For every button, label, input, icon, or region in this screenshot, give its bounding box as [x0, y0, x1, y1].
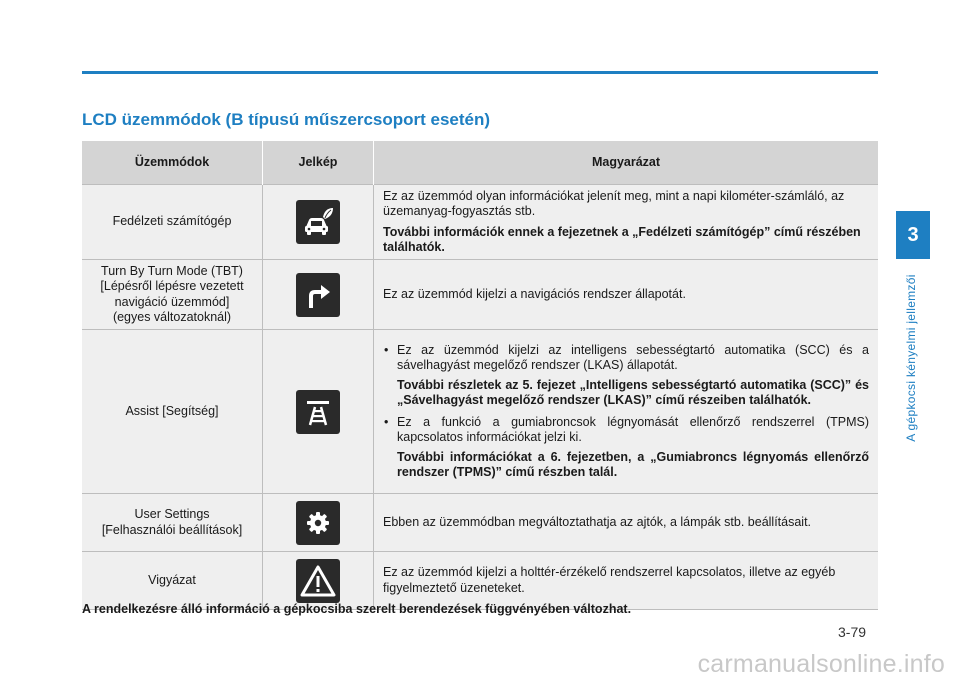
- description-text: Ez az üzemmód kijelzi a navigációs rendszer állapotát.: [383, 286, 686, 301]
- mode-cell: [82, 552, 263, 610]
- table-header-row: [82, 141, 878, 185]
- mode-cell: [82, 185, 263, 260]
- mode-label-translation: [Felhasználói beállítások]: [101, 522, 243, 537]
- description-cell: [374, 260, 879, 330]
- description-cell: [374, 494, 879, 552]
- icon-cell: [263, 260, 374, 330]
- gear-icon: [296, 501, 340, 545]
- description-text: Ez az üzemmód kijelzi a holttér-érzékelő rendszerrel kapcsolatos, illetve az egyéb figyelmeztető üzeneteket.: [383, 565, 836, 595]
- description-text: Ebben az üzemmódban megváltoztathatja az ajtók, a lámpák stb. beállításait.: [383, 514, 812, 529]
- bullet-item: [383, 343, 869, 409]
- trip-computer-icon: [296, 200, 340, 244]
- mode-cell: [82, 330, 263, 494]
- chapter-tab: 3: [896, 211, 930, 259]
- header-symbol: Jelkép: [263, 141, 374, 185]
- mode-label: Turn By Turn Mode (TBT): [101, 264, 243, 278]
- lane-assist-icon: [296, 390, 340, 434]
- icon-cell: [263, 330, 374, 494]
- warning-triangle-icon: [296, 559, 340, 603]
- mode-cell: [82, 260, 263, 330]
- header-description: Magyarázat: [374, 141, 879, 185]
- mode-cell: [82, 494, 263, 552]
- turn-right-arrow-icon: [296, 273, 340, 317]
- bullet-item: [383, 415, 869, 481]
- mode-label-availability: (egyes változatoknál): [112, 309, 232, 324]
- mode-label-translation: [Lépésről lépésre vezetett navigáció üzemmód]: [100, 279, 244, 309]
- icon-cell: [263, 494, 374, 552]
- description-cell: [374, 185, 879, 260]
- table-row-user-settings: [82, 494, 878, 552]
- description-note: További információk ennek a fejezetnek a „Fedélzeti számítógép” című részében találhatók.: [383, 224, 861, 254]
- mode-label: User Settings: [134, 507, 210, 522]
- bullet-note: További információkat a 6. fejezetben, a „Gumiabroncs légnyomás ellenőrző rendszer (TPMS)” című részben talál.: [397, 450, 869, 480]
- table-row-warning: [82, 552, 878, 610]
- icon-cell: [263, 552, 374, 610]
- bullet-text: Ez a funkció a gumiabroncsok légnyomását ellenőrző rendszerrel (TPMS) kapcsolatos információkat jelzi ki.: [397, 414, 869, 444]
- top-rule: [82, 71, 878, 74]
- page-number: 3-79: [838, 624, 867, 640]
- header-mode: Üzemmódok: [82, 141, 263, 185]
- watermark: carmanualsonline.info: [697, 650, 945, 678]
- icon-cell: [263, 185, 374, 260]
- bullet-text: Ez az üzemmód kijelzi az intelligens sebességtartó automatika (SCC) és a sávelhagyást megelőző rendszer (LKAS) állapotát.: [397, 342, 869, 372]
- description-text: Ez az üzemmód olyan információkat jelenít meg, mint a napi kilométer-számláló, az üzemanyag-fogyasztás stb.: [383, 189, 845, 219]
- mode-label: Assist [Segítség]: [125, 403, 219, 418]
- lcd-modes-table: [82, 141, 878, 610]
- availability-footnote: A rendelkezésre álló információ a gépkocsiba szerelt berendezések függvényében változhat.: [82, 602, 632, 616]
- description-cell: [374, 552, 879, 610]
- bullet-note: További részletek az 5. fejezet „Intelligens sebességtartó automatika (SCC)” és „Sávelhagyást megelőző rendszer (LKAS)” című részeiben találhatók.: [397, 378, 869, 408]
- chapter-label: A gépkocsi kényelmi jellemzői: [904, 274, 918, 442]
- assist-bullet-list: [383, 343, 869, 481]
- section-title: LCD üzemmódok (B típusú műszercsoport esetén): [82, 110, 491, 129]
- mode-label: Vigyázat: [148, 572, 196, 587]
- table-row-assist: [82, 330, 878, 494]
- table-row-trip-computer: [82, 185, 878, 260]
- mode-label: Fedélzeti számítógép: [112, 214, 232, 229]
- description-cell: [374, 330, 879, 494]
- table-row-tbt: [82, 260, 878, 330]
